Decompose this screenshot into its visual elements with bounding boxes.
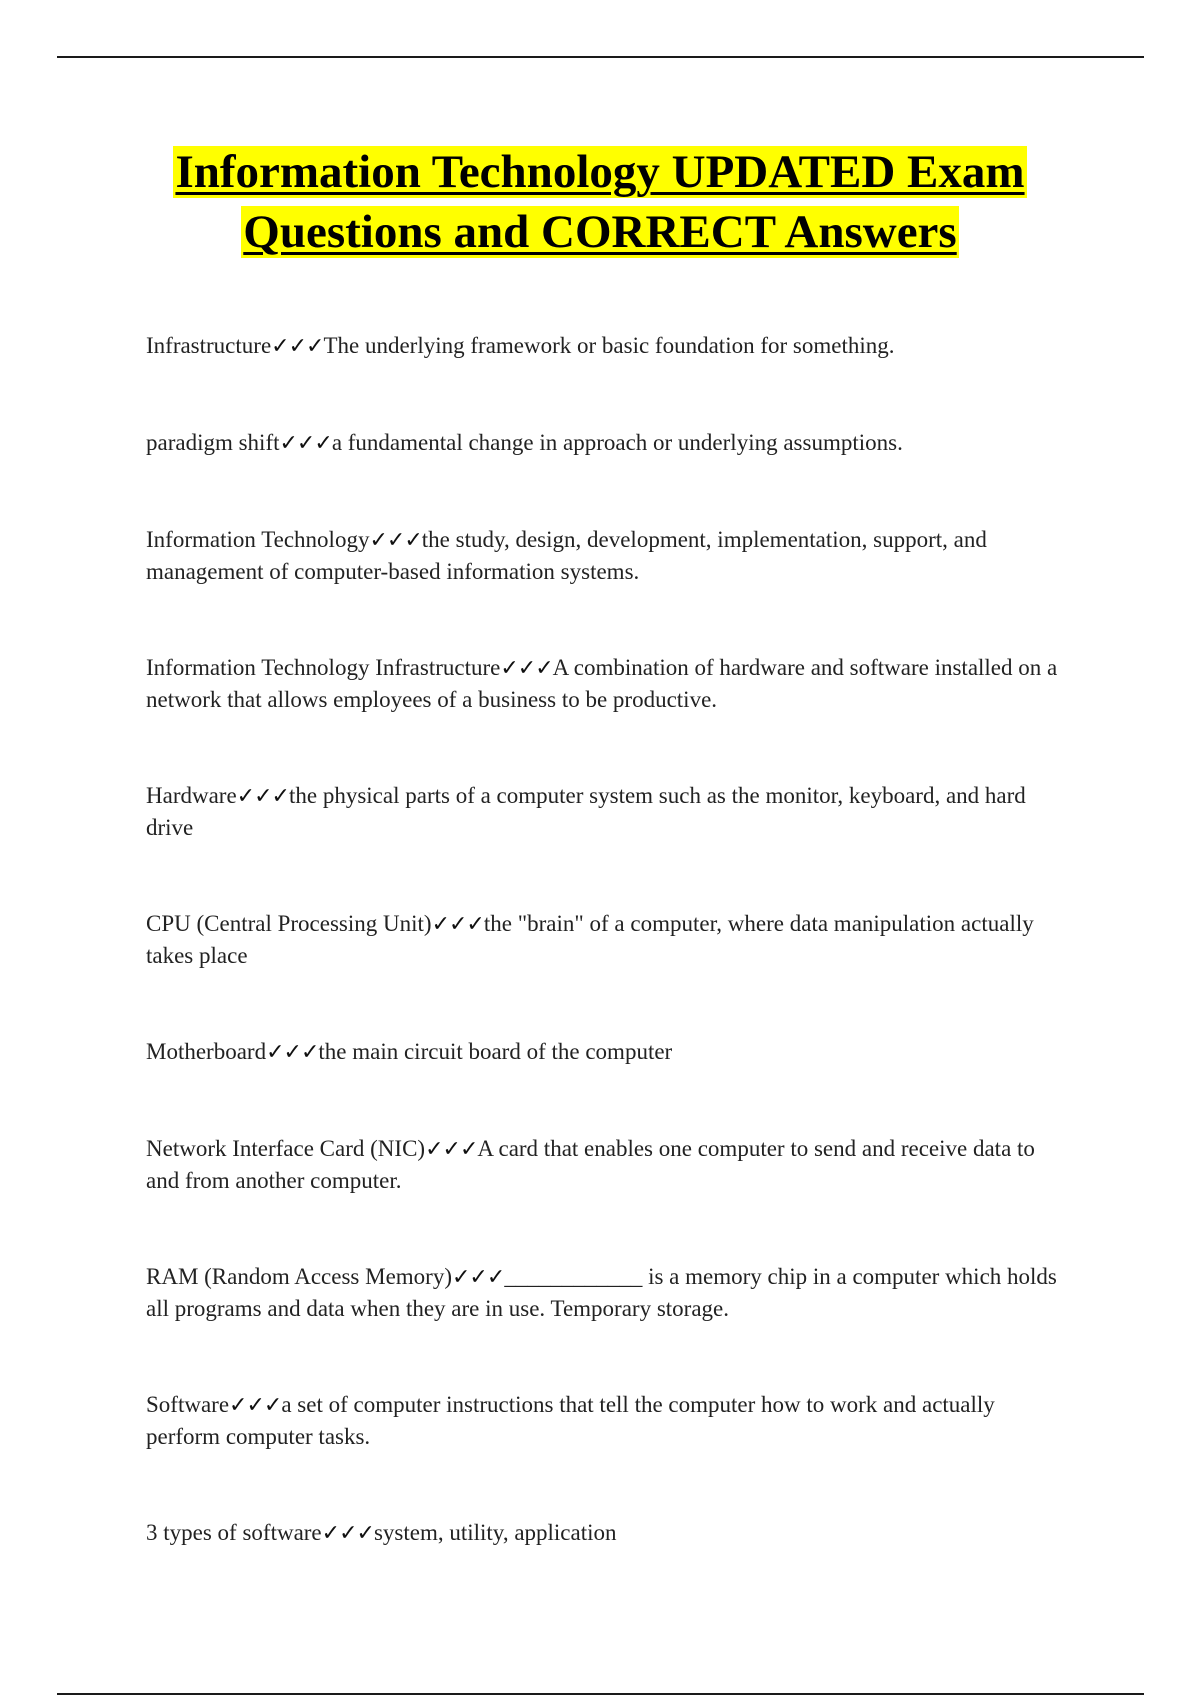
definition: system, utility, application <box>373 1520 617 1545</box>
definition: a set of computer instructions that tell the computer how to work and actually perform computer tasks. <box>146 1392 995 1449</box>
list-item <box>146 1517 1066 1549</box>
list-item <box>146 1389 1066 1452</box>
term: Information Technology Infrastructure <box>146 655 501 680</box>
term: Motherboard <box>146 1039 267 1064</box>
definition: The underlying framework or basic foundation for something. <box>323 333 895 358</box>
list-item <box>146 427 1066 459</box>
list-item <box>146 780 1066 843</box>
list-item <box>146 908 1066 971</box>
title-line-1: Information Technology UPDATED Exam <box>175 146 1025 198</box>
definition: A combination of hardware and software installed on a network that allows employees of a business to be productive. <box>146 655 1058 712</box>
bottom-divider <box>57 1693 1144 1695</box>
term: RAM (Random Access Memory) <box>146 1264 452 1289</box>
definition: a fundamental change in approach or underlying assumptions. <box>331 430 903 455</box>
list-item <box>146 652 1066 715</box>
checkmark-icon: ✓✓✓ <box>369 528 422 553</box>
checkmark-icon: ✓✓✓ <box>452 1265 505 1290</box>
definition: A card that enables one computer to send and receive data to and from another computer. <box>146 1136 1035 1193</box>
list-item <box>146 524 1066 587</box>
list-item <box>146 1036 1066 1068</box>
term: Information Technology <box>146 527 370 552</box>
term: 3 types of software <box>146 1520 322 1545</box>
list-item <box>146 1133 1066 1196</box>
checkmark-icon: ✓✓✓ <box>271 334 324 359</box>
checkmark-icon: ✓✓✓ <box>500 656 553 681</box>
term: Infrastructure <box>146 333 272 358</box>
term: paradigm shift <box>146 430 280 455</box>
flashcard-list <box>146 330 1066 1614</box>
definition: the study, design, development, implementation, support, and management of computer-based information systems. <box>146 527 987 584</box>
list-item <box>146 1261 1066 1324</box>
checkmark-icon: ✓✓✓ <box>236 784 289 809</box>
term: Hardware <box>146 783 237 808</box>
document-title <box>120 142 1080 262</box>
checkmark-icon: ✓✓✓ <box>321 1521 374 1546</box>
definition: the "brain" of a computer, where data manipulation actually takes place <box>146 911 1034 968</box>
definition: ____________ is a memory chip in a computer which holds all programs and data when they are in use. Temporary storage. <box>146 1264 1057 1321</box>
term: Software <box>146 1392 230 1417</box>
checkmark-icon: ✓✓✓ <box>266 1040 319 1065</box>
definition: the main circuit board of the computer <box>318 1039 673 1064</box>
definition: the physical parts of a computer system such as the monitor, keyboard, and hard drive <box>146 783 1026 840</box>
list-item <box>146 330 1066 362</box>
term: Network Interface Card (NIC) <box>146 1136 426 1161</box>
checkmark-icon: ✓✓✓ <box>279 431 332 456</box>
checkmark-icon: ✓✓✓ <box>431 912 484 937</box>
term: CPU (Central Processing Unit) <box>146 911 432 936</box>
checkmark-icon: ✓✓✓ <box>425 1137 478 1162</box>
top-divider <box>57 56 1144 58</box>
title-line-2: Questions and CORRECT Answers <box>243 206 957 258</box>
checkmark-icon: ✓✓✓ <box>229 1393 282 1418</box>
